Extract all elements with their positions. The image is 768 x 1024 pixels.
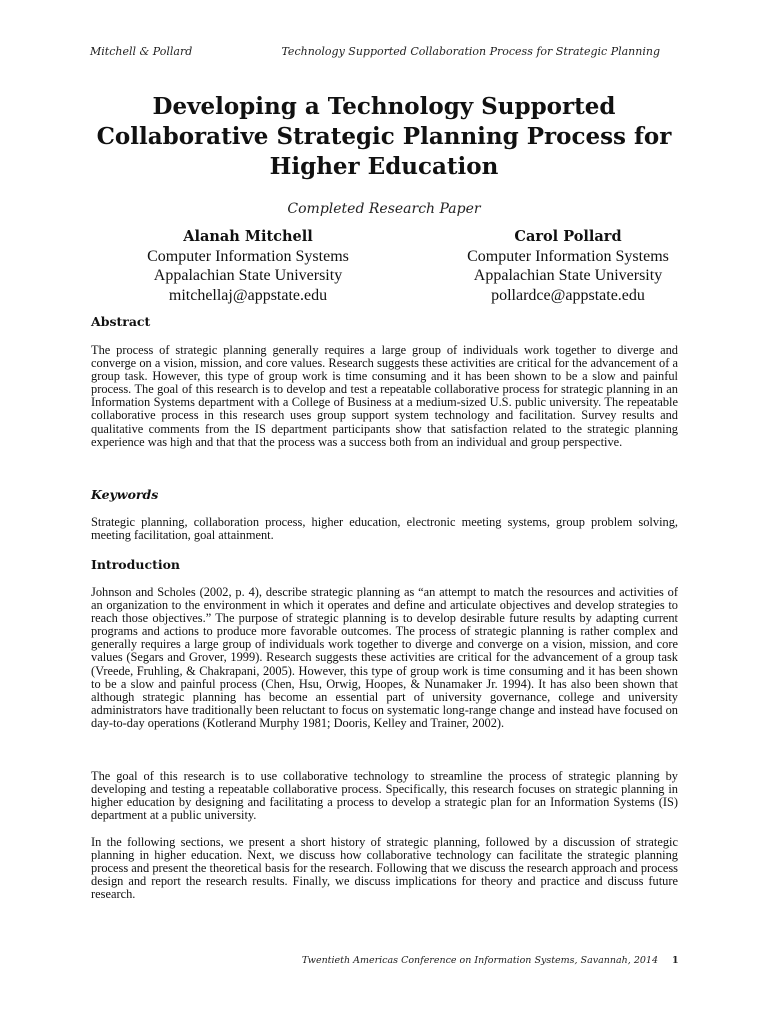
author-email: mitchellaj@appstate.edu [168, 286, 328, 304]
author-department: Computer Information Systems [147, 247, 349, 265]
intro-paragraph-2: The goal of this research is to use collaborative technology to streamline the process of strategic planning by developing and testing a repeatable collaborative process. Specifically, this research focuses on strategic planning in higher education by designing and facilitating a process to develop a strategic plan for an Information Systems (IS) department at a public university. [91, 769, 678, 823]
header-running-title: Technology Supported Collaboration Process for Strategic Planning [281, 45, 660, 58]
intro-paragraph-1: Johnson and Scholes (2002, p. 4), describe strategic planning as “an attempt to match the resources and activities of an organization to the environment in which it operates and define and articulate objectives and develop strategies to reach those objectives.” The purpose of strategic planning is to develop desirable future results by adapting current programs and actions to produce more favorable outcomes. The process of strategic planning is rather complex and generally requires a large group of individuals work together to diverge and converge on a vision, mission, and core values (Segars and Grover, 1999). Research suggests these activities are critical for the advancement of a group task (Vreede, Fruhling, & Chakrapani, 2005). However, this type of group work is time consuming and it has been shown to be a slow and painful process (Chen, Hsu, Orwig, Hoopes, & Nunamaker Jr. 1994). It has also been shown that although strategic planning has become an essential part of university governance, college and university administrators have traditionally been reluctant to focus on systematic long-range change and instead have focused on day-to-day operations (Kotlerand Murphy 1981; Dooris, Kelley and Trainer, 2002). [91, 585, 678, 730]
author-name: Carol Pollard [514, 228, 622, 245]
keywords-text: Strategic planning, collaboration process, higher education, electronic meeting systems, group problem solving, meeting facilitation, goal attainment. [91, 515, 678, 543]
introduction-heading: Introduction [91, 557, 181, 572]
author-block-1 [98, 227, 398, 305]
footer-conference: Twentieth Americas Conference on Information Systems, Savannah, 2014 [301, 955, 658, 966]
author-university: Appalachian State University [473, 267, 663, 284]
intro-paragraph-3: In the following sections, we present a short history of strategic planning, followed by a discussion of strategic planning in higher education. Next, we discuss how collaborative technology can facilitate the strategic planning process and present the theoretical basis for the research. Following that we discuss the research approach and process design and report the research results. Finally, we discuss implications for theory and practice and discuss future research. [91, 835, 678, 902]
keywords-heading: Keywords [91, 487, 159, 502]
header-authors: Mitchell & Pollard [90, 45, 193, 58]
author-university: Appalachian State University [153, 267, 343, 284]
paper-type: Completed Research Paper [287, 201, 481, 217]
author-department: Computer Information Systems [467, 247, 669, 265]
author-email: pollardce@appstate.edu [491, 286, 645, 304]
abstract-text: The process of strategic planning generally requires a large group of individuals work together to diverge and converge on a vision, mission, and core values. Research suggests these activities are critical for the advancement of a group task. However, this type of group work is time consuming and it has been shown to be a slow and painful process. The goal of this research is to develop and test a repeatable collaborative process for strategic planning in an Information Systems department with a College of Business at a medium-sized U.S. public university. The repeatable collaborative process in this research uses group support system technology and facilitation. Survey results and qualitative comments from the IS department participants show that satisfaction related to the strategic planning experience was high and that that the process was a success both from an individual and group perspective. [91, 343, 678, 449]
paper-title: Developing a Technology Supported Collaborative Strategic Planning Process for Higher Education [96, 93, 672, 180]
page-number: 1 [672, 955, 679, 966]
author-name: Alanah Mitchell [183, 228, 313, 245]
author-block-2 [418, 227, 718, 305]
abstract-heading: Abstract [91, 314, 151, 329]
